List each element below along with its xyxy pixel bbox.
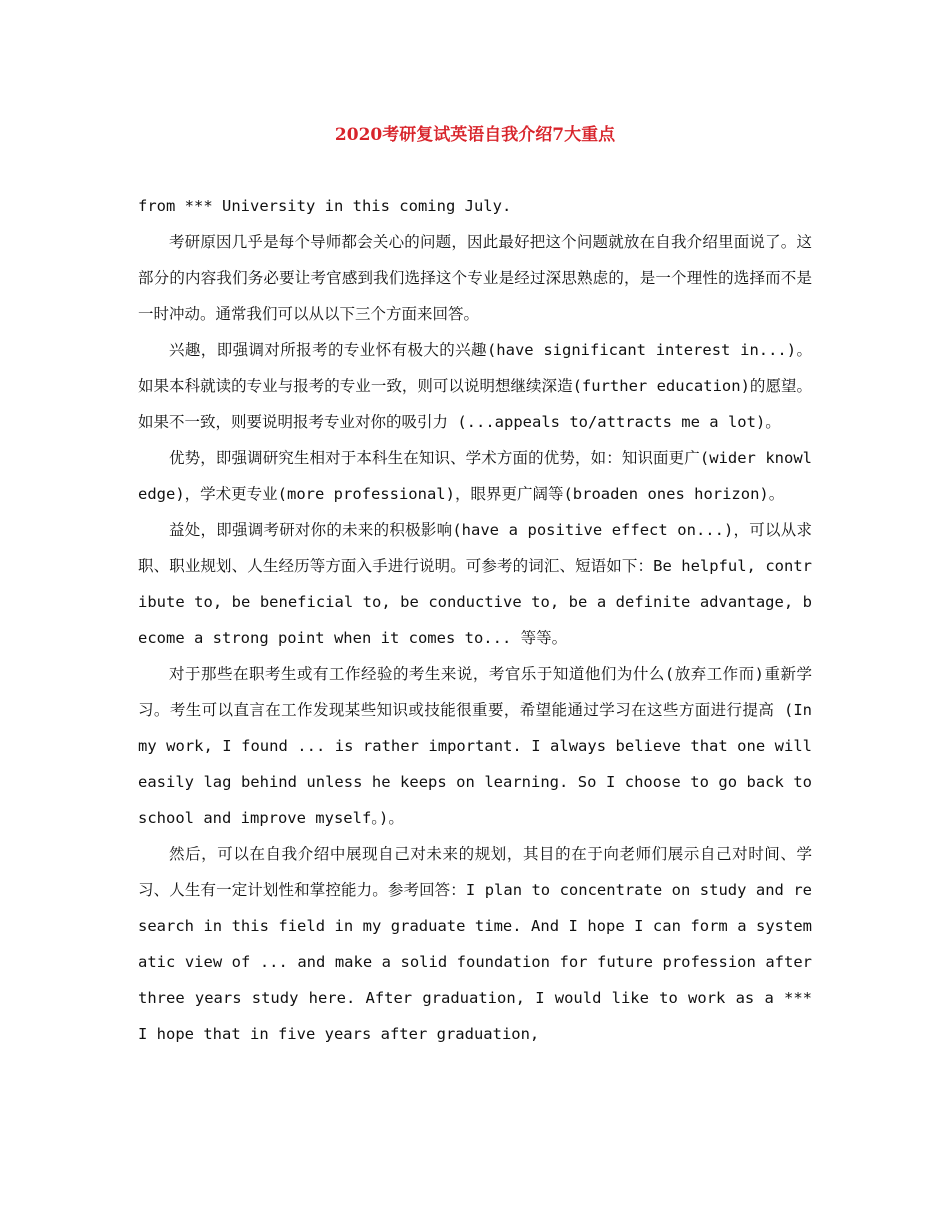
paragraph-future-plans: 然后，可以在自我介绍中展现自己对未来的规划，其目的在于向老师们展示自己对时间、学习、人生有一定计划性和掌控能力。参考回答：I plan to concentrate on study and research in this field in my graduate time. And I hope I can form a systematic view of ... and make a solid foundation for future profession after three years study here. After graduation, I would like to work as a *** I hope that in five years after graduation, xyxy=(138,845,812,1043)
paragraph-benefit: 益处，即强调考研对你的未来的积极影响(have a positive effect on...)，可以从求职、职业规划、人生经历等方面入手进行说明。可参考的词汇、短语如下：Be helpful, contribute to, be beneficial to, be conductive to, be a definite advantage, become a strong point when it comes to... 等等。 xyxy=(138,521,812,647)
document-title: 2020考研复试英语自我介绍7大重点 xyxy=(334,125,616,145)
paragraph-interest: 兴趣，即强调对所报考的专业怀有极大的兴趣(have significant interest in...)。如果本科就读的专业与报考的专业一致，则可以说明想继续深造(further education)的愿望。如果不一致，则要说明报考专业对你的吸引力 (...appeals to/attracts me a lot)。 xyxy=(138,341,812,431)
paragraph-working-candidates: 对于那些在职考生或有工作经验的考生来说，考官乐于知道他们为什么(放弃工作而)重新学习。考生可以直言在工作发现某些知识或技能很重要，希望能通过学习在这些方面进行提高 (In my work, I found ... is rather important. I always believe that one will easily lag behind unless he keeps on learning. So I choose to go back to school and improve myself。)。 xyxy=(138,665,812,827)
paragraph-reasons-intro: 考研原因几乎是每个导师都会关心的问题，因此最好把这个问题就放在自我介绍里面说了。这部分的内容我们务必要让考官感到我们选择这个专业是经过深思熟虑的，是一个理性的选择而不是一时冲动。通常我们可以从以下三个方面来回答。 xyxy=(138,233,812,323)
paragraph-continuation: from *** University in this coming July. xyxy=(138,197,512,215)
document-body xyxy=(138,188,812,1052)
paragraph-advantage: 优势，即强调研究生相对于本科生在知识、学术方面的优势，如：知识面更广(wider knowledge)，学术更专业(more professional)，眼界更广阔等(broaden ones horizon)。 xyxy=(138,449,812,503)
